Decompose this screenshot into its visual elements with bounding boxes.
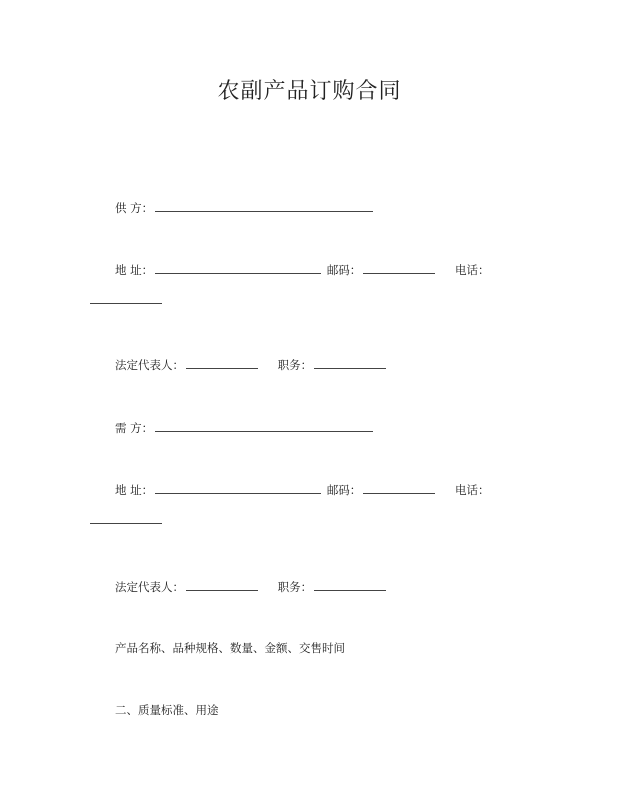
- supplier-line: [115, 200, 375, 216]
- section-2: 二、质量标准、用途: [115, 703, 219, 717]
- buyer-phone-blank[interactable]: [90, 512, 162, 524]
- buyer-position-label: 职务：: [277, 580, 313, 594]
- section-1: 产品名称、品种规格、数量、金额、交售时间: [115, 641, 345, 655]
- buyer-label: 需 方：: [115, 421, 154, 435]
- buyer-rep-blank[interactable]: [186, 579, 258, 591]
- supplier-rep-blank[interactable]: [186, 357, 258, 369]
- buyer-address-blank[interactable]: [155, 482, 321, 494]
- supplier-phone-blank[interactable]: [90, 292, 162, 304]
- supplier-phone-label: 电话：: [454, 263, 490, 277]
- supplier-address-label: 地 址：: [115, 263, 154, 277]
- supplier-address-blank[interactable]: [155, 262, 321, 274]
- supplier-postcode-blank[interactable]: [363, 262, 435, 274]
- supplier-blank[interactable]: [155, 200, 373, 212]
- supplier-label: 供 方：: [115, 201, 154, 215]
- buyer-rep-line: [115, 579, 388, 595]
- supplier-address-line: [115, 262, 489, 278]
- supplier-position-blank[interactable]: [314, 357, 386, 369]
- supplier-position-label: 职务：: [277, 358, 313, 372]
- supplier-rep-line: [115, 357, 388, 373]
- buyer-postcode-blank[interactable]: [363, 482, 435, 494]
- buyer-line: [115, 420, 375, 436]
- buyer-address-line: [115, 482, 489, 498]
- buyer-phone-cont: [90, 512, 162, 528]
- buyer-address-label: 地 址：: [115, 483, 154, 497]
- buyer-phone-label: 电话：: [454, 483, 490, 497]
- buyer-position-blank[interactable]: [314, 579, 386, 591]
- supplier-phone-cont: [90, 292, 162, 308]
- buyer-blank[interactable]: [155, 420, 373, 432]
- buyer-rep-label: 法定代表人：: [115, 580, 184, 594]
- supplier-postcode-label: 邮码：: [326, 263, 362, 277]
- supplier-rep-label: 法定代表人：: [115, 358, 184, 372]
- buyer-postcode-label: 邮码：: [326, 483, 362, 497]
- document-title: 农副产品订购合同: [217, 79, 402, 104]
